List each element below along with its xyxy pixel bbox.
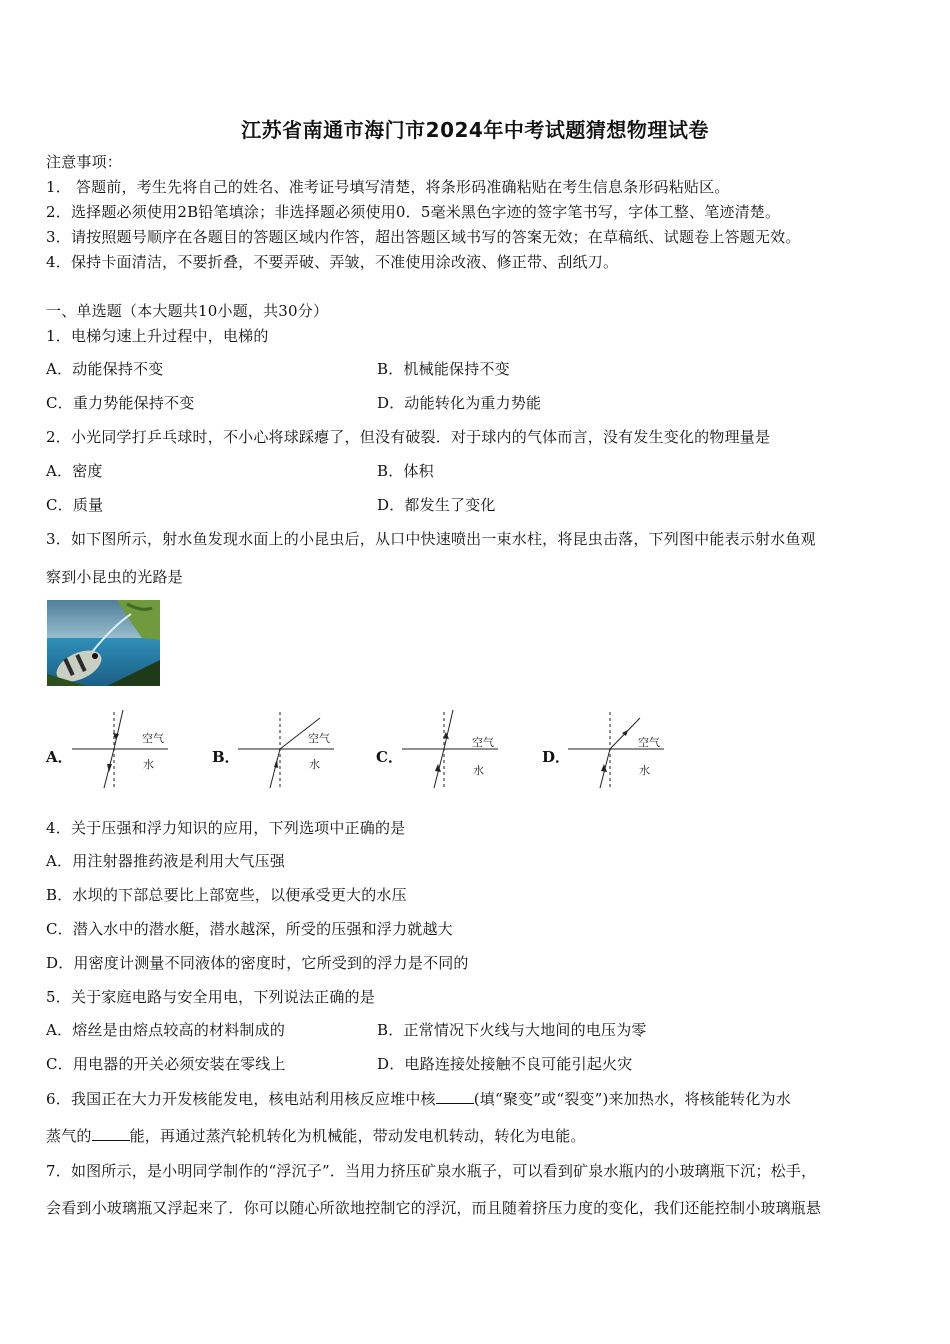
q7-line2: 会看到小玻璃瓶又浮起来了．你可以随心所欲地控制它的浮沉，而且随着挤压力度的变化，我们还能控制小玻璃瓶悬 — [46, 1199, 822, 1217]
air-label: 空气 — [308, 732, 330, 745]
air-label: 空气 — [472, 736, 494, 749]
q5-option-c: C．用电器的开关必须安装在零线上 — [46, 1055, 286, 1073]
q3-diagram-b — [234, 706, 338, 792]
q1-option-d: D．动能转化为重力势能 — [377, 394, 542, 412]
q3-stem-line2: 察到小昆虫的光路是 — [46, 568, 183, 586]
q2-option-a: A．密度 — [46, 462, 103, 480]
q5-stem: 5．关于家庭电路与安全用电，下列说法正确的是 — [46, 988, 375, 1006]
q1-option-b: B．机械能保持不变 — [377, 360, 510, 378]
q3-option-d-label: D． — [542, 748, 571, 766]
water-label: 水 — [309, 758, 320, 771]
q7-line1: 7．如图所示，是小明同学制作的“浮沉子”．当用力挤压矿泉水瓶子，可以看到矿泉水瓶内的小玻璃瓶下沉；松手， — [46, 1162, 817, 1180]
notice-item-1: 1． 答题前，考生先将自己的姓名、准考证号填写清楚，将条形码准确粘贴在考生信息条形码粘贴区。 — [46, 178, 730, 196]
q6-line2 — [46, 1126, 586, 1146]
air-label: 空气 — [638, 736, 660, 749]
q3-option-a-label: A． — [46, 748, 73, 766]
q6-blank-2[interactable] — [92, 1126, 130, 1141]
q3-diagram-a — [68, 706, 172, 792]
notice-heading: 注意事项： — [46, 153, 123, 171]
q5-option-b: B．正常情况下火线与大地间的电压为零 — [377, 1021, 647, 1039]
q1-option-c: C．重力势能保持不变 — [46, 394, 195, 412]
q3-diagram-c — [398, 706, 502, 792]
q1-stem: 1．电梯匀速上升过程中，电梯的 — [46, 327, 269, 345]
q4-option-d: D．用密度计测量不同液体的密度时，它所受到的浮力是不同的 — [46, 954, 469, 972]
q6-blank-1[interactable] — [436, 1089, 474, 1104]
q6-text-3: 蒸气的 — [46, 1127, 92, 1145]
notice-item-3: 3．请按照题号顺序在各题目的答题区域内作答，超出答题区域书写的答案无效；在草稿纸、试题卷上答题无效。 — [46, 228, 801, 246]
air-label: 空气 — [142, 732, 164, 745]
water-label: 水 — [143, 758, 154, 771]
q2-option-b: B．体积 — [377, 462, 434, 480]
q1-option-a: A．动能保持不变 — [46, 360, 164, 378]
q3-option-c-label: C． — [376, 748, 403, 766]
page-title: 江苏省南通市海门市2024年中考试题猜想物理试卷 — [241, 118, 709, 142]
q5-option-d: D．电路连接处接触不良可能引起火灾 — [377, 1055, 633, 1073]
q5-option-a: A．熔丝是由熔点较高的材料制成的 — [46, 1021, 286, 1039]
q6-text-4: 能，再通过蒸汽轮机转化为机械能，带动发电机转动，转化为电能。 — [129, 1127, 586, 1145]
q6-text-2: (填“聚变”或“裂变”)来加热水，将核能转化为水 — [473, 1090, 791, 1108]
q3-option-b-label: B． — [212, 748, 240, 766]
water-label: 水 — [473, 764, 484, 777]
notice-item-4: 4．保持卡面清洁，不要折叠，不要弄破、弄皱，不准使用涂改液、修正带、刮纸刀。 — [46, 253, 619, 271]
archer-fish-image — [47, 600, 160, 686]
q3-stem-line1: 3．如下图所示，射水鱼发现水面上的小昆虫后，从口中快速喷出一束水柱，将昆虫击落，下列图中能表示射水鱼观 — [46, 530, 816, 548]
q6-text-1: 6．我国正在大力开发核能发电，核电站利用核反应堆中核 — [46, 1090, 436, 1108]
q2-stem: 2．小光同学打乒乓球时，不小心将球踩瘪了，但没有破裂．对于球内的气体而言，没有发生变化的物理量是 — [46, 428, 771, 446]
q4-option-c: C．潜入水中的潜水艇，潜水越深，所受的压强和浮力就越大 — [46, 920, 453, 938]
q4-stem: 4．关于压强和浮力知识的应用，下列选项中正确的是 — [46, 819, 406, 837]
q4-option-b: B．水坝的下部总要比上部宽些，以便承受更大的水压 — [46, 886, 407, 904]
q3-diagram-d — [564, 706, 668, 792]
section-heading: 一、单选题（本大题共10小题，共30分） — [46, 302, 329, 320]
q4-option-a: A．用注射器推药液是利用大气压强 — [46, 852, 286, 870]
q6-line1 — [46, 1089, 791, 1109]
notice-item-2: 2．选择题必须使用2B铅笔填涂；非选择题必须使用0．5毫米黑色字迹的签字笔书写，字体工整、笔迹清楚。 — [46, 203, 781, 221]
water-label: 水 — [639, 764, 650, 777]
q2-option-c: C．质量 — [46, 496, 104, 514]
q2-option-d: D．都发生了变化 — [377, 496, 496, 514]
